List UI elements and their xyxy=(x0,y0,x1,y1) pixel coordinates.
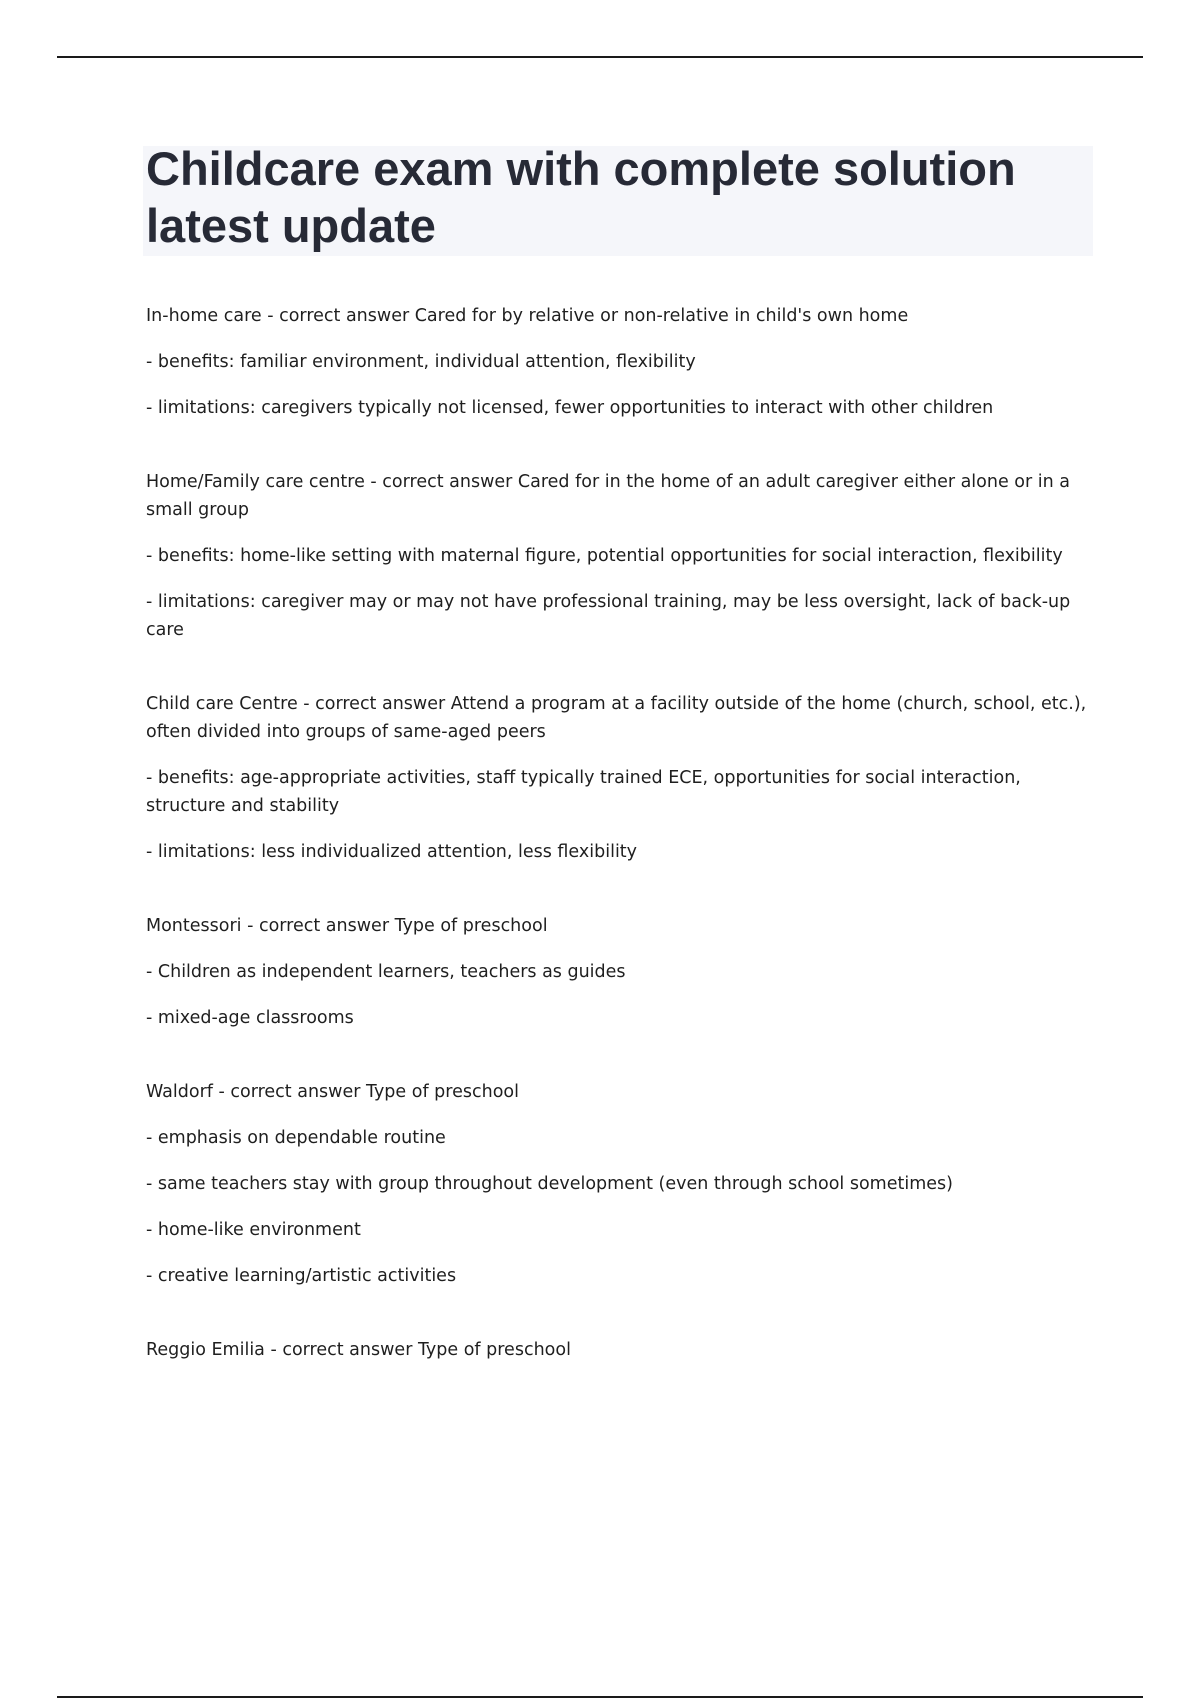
section-heading: Montessori - correct answer Type of preschool xyxy=(146,916,548,936)
section-line: - benefits: age-appropriate activities, staff typically trained ECE, opportunities for social interaction, structure and stability xyxy=(146,768,1021,816)
section-line: - mixed-age classrooms xyxy=(146,1008,354,1028)
section-line: - limitations: less individualized attention, less flexibility xyxy=(146,842,638,862)
section-line: - benefits: familiar environment, individual attention, flexibility xyxy=(146,352,696,372)
section-family-care-centre xyxy=(146,468,1091,644)
document-body xyxy=(146,302,1091,1410)
section-heading: Child care Centre - correct answer Attend a program at a facility outside of the home (church, school, etc.), often divided into groups of same-aged peers xyxy=(146,694,1087,742)
section-line: - benefits: home-like setting with maternal figure, potential opportunities for social interaction, flexibility xyxy=(146,546,1063,566)
section-waldorf xyxy=(146,1078,1091,1290)
section-heading: Reggio Emilia - correct answer Type of preschool xyxy=(146,1340,571,1360)
section-heading: In-home care - correct answer Cared for by relative or non-relative in child's own home xyxy=(146,306,909,326)
top-rule xyxy=(57,56,1143,58)
section-reggio-emilia xyxy=(146,1336,1091,1364)
bottom-rule xyxy=(57,1696,1143,1698)
section-line: - home-like environment xyxy=(146,1220,361,1240)
section-in-home-care xyxy=(146,302,1091,422)
section-line: - creative learning/artistic activities xyxy=(146,1266,457,1286)
page-title: Childcare exam with complete solution latest update xyxy=(146,142,1016,252)
section-line: - Children as independent learners, teachers as guides xyxy=(146,962,626,982)
section-child-care-centre xyxy=(146,690,1091,866)
section-line: - limitations: caregivers typically not licensed, fewer opportunities to interact with other children xyxy=(146,398,994,418)
section-line: - emphasis on dependable routine xyxy=(146,1128,446,1148)
section-montessori xyxy=(146,912,1091,1032)
section-line: - limitations: caregiver may or may not have professional training, may be less oversight, lack of back-up care xyxy=(146,592,1071,640)
section-heading: Waldorf - correct answer Type of preschool xyxy=(146,1082,519,1102)
section-line: - same teachers stay with group throughout development (even through school sometimes) xyxy=(146,1174,953,1194)
section-heading: Home/Family care centre - correct answer Cared for in the home of an adult caregiver either alone or in a small group xyxy=(146,472,1071,520)
